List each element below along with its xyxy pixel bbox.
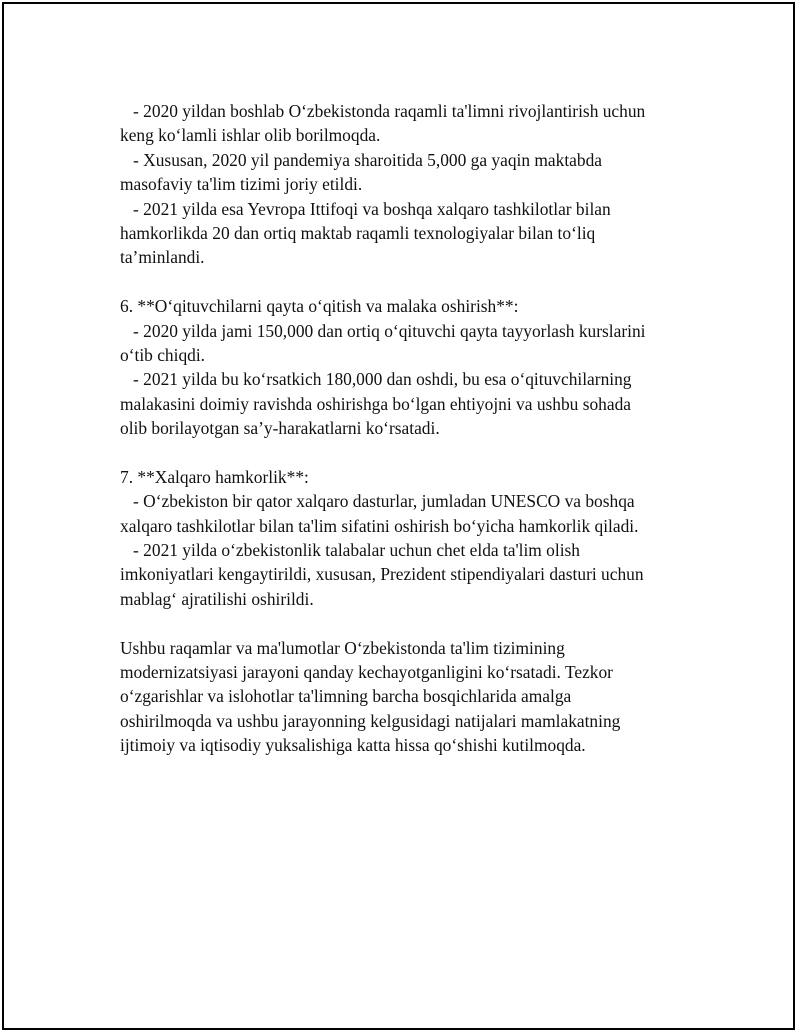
text-line: - 2020 yildan boshlab O‘zbekistonda raqamli ta'limni rivojlantirish uchun [120, 101, 646, 121]
text-line: - 2021 yilda bu ko‘rsatkich 180,000 dan oshdi, bu esa o‘qituvchilarning [120, 369, 632, 390]
section-heading: 7. **Xalqaro hamkorlik**: [120, 466, 309, 487]
document-page [2, 2, 795, 1030]
paragraph-spacer [120, 440, 690, 464]
text-line: mablag‘ ajratilishi oshirildi. [120, 588, 314, 609]
text-line: - O‘zbekiston bir qator xalqaro dasturlar, jumladan UNESCO va boshqa [120, 491, 635, 512]
text-line: xalqaro tashkilotlar bilan ta'lim sifatini oshirish bo‘yicha hamkorlik qiladi. [120, 515, 639, 536]
text-line: o‘tib chiqdi. [120, 344, 206, 365]
paragraph-digital-education [120, 99, 690, 270]
text-line: hamkorlikda 20 dan ortiq maktab raqamli texnologiyalar bilan to‘liq [120, 222, 596, 243]
paragraph-spacer [120, 270, 690, 294]
text-line: Ushbu raqamlar va ma'lumotlar O‘zbekistonda ta'lim tizimining [120, 637, 565, 658]
text-line: modernizatsiyasi jarayoni qanday kechayotganligini ko‘rsatadi. Tezkor [120, 661, 613, 682]
text-line: malakasini doimiy ravishda oshirishga bo‘lgan ehtiyojni va ushbu sohada [120, 393, 632, 414]
text-line: keng ko‘lamli ishlar olib borilmoqda. [120, 125, 381, 146]
section-heading: 6. **O‘qituvchilarni qayta o‘qitish va malaka oshirish**: [120, 296, 519, 317]
section-teacher-training [120, 294, 690, 440]
text-line: oshirilmoqda va ushbu jarayonning kelgusidagi natijalari mamlakatning [120, 710, 621, 731]
paragraph-spacer [120, 611, 690, 635]
text-line: ta’minlandi. [120, 247, 205, 268]
text-line: olib borilayotgan sa’y-harakatlarni ko‘rsatadi. [120, 418, 440, 439]
text-line: imkoniyatlari kengaytirildi, xususan, Prezident stipendiyalari dasturi uchun [120, 564, 644, 585]
text-line: masofaviy ta'lim tizimi joriy etildi. [120, 174, 363, 195]
text-line: - 2021 yilda esa Yevropa Ittifoqi va boshqa xalqaro tashkilotlar bilan [120, 198, 611, 219]
document-body [120, 99, 690, 758]
text-line: o‘zgarishlar va islohotlar ta'limning barcha bosqichlarida amalga [120, 686, 572, 707]
text-line: - 2021 yilda o‘zbekistonlik talabalar uchun chet elda ta'lim olish [120, 540, 580, 561]
section-international-cooperation [120, 465, 690, 611]
text-line: ijtimoiy va iqtisodiy yuksalishiga katta hissa qo‘shishi kutilmoqda. [120, 735, 586, 756]
text-line: - Xususan, 2020 yil pandemiya sharoitida 5,000 ga yaqin maktabda [120, 149, 603, 170]
text-line: - 2020 yilda jami 150,000 dan ortiq o‘qituvchi qayta tayyorlash kurslarini [120, 320, 646, 341]
paragraph-conclusion [120, 636, 690, 758]
